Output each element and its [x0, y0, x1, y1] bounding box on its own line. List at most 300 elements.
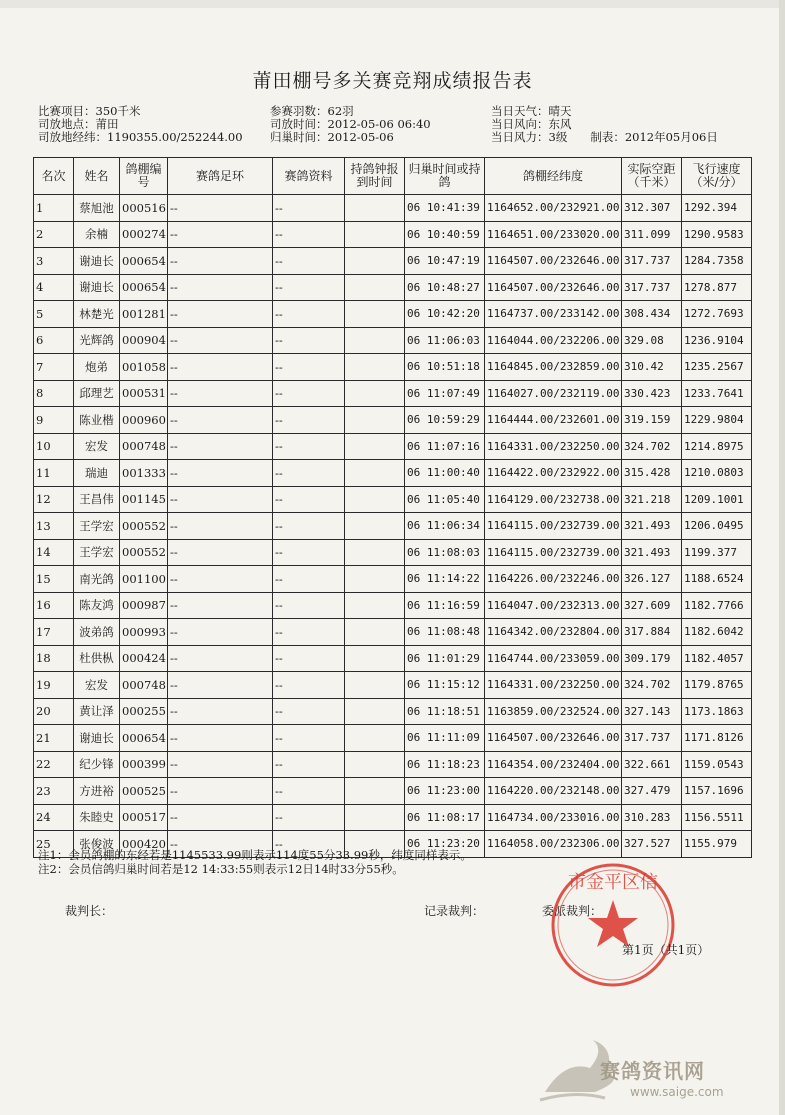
cell-return-time: 06 10:42:20 [405, 301, 485, 328]
cell-name: 宏发 [74, 672, 120, 699]
cell-name: 王学宏 [74, 539, 120, 566]
cell-distance: 308.434 [622, 301, 682, 328]
cell-clock-time [345, 195, 405, 222]
cell-pigeon-info: -- [273, 513, 345, 540]
cell-clock-time [345, 248, 405, 275]
header-speed: 飞行速度（米/分） [682, 158, 752, 195]
header-return-time: 归巢时间或持鸽 [405, 158, 485, 195]
cell-name: 王学宏 [74, 513, 120, 540]
cell-ring: -- [168, 751, 273, 778]
table-row [34, 751, 752, 778]
cell-return-time: 06 11:16:59 [405, 592, 485, 619]
cell-coordinates: 1164422.00/232922.00 [485, 460, 622, 487]
cell-speed: 1292.394 [682, 195, 752, 222]
cell-return-time: 06 11:08:48 [405, 619, 485, 646]
cell-distance: 329.08 [622, 327, 682, 354]
cell-loft-id: 000552 [120, 513, 168, 540]
cell-ring: -- [168, 274, 273, 301]
table-row [34, 460, 752, 487]
cell-rank: 1 [34, 195, 74, 222]
cell-clock-time [345, 619, 405, 646]
note-2: 注2：会员信鸽归巢时间若是12 14:33:55则表示12日14时33分55秒。 [38, 862, 404, 876]
cell-return-time: 06 11:18:51 [405, 698, 485, 725]
table-row [34, 274, 752, 301]
cell-ring: -- [168, 486, 273, 513]
cell-ring: -- [168, 380, 273, 407]
cell-speed: 1209.1001 [682, 486, 752, 513]
cell-ring: -- [168, 831, 273, 858]
table-row [34, 672, 752, 699]
cell-loft-id: 000748 [120, 672, 168, 699]
cell-clock-time [345, 301, 405, 328]
cell-pigeon-info: -- [273, 486, 345, 513]
cell-loft-id: 000552 [120, 539, 168, 566]
results-table [33, 157, 752, 858]
cell-distance: 319.159 [622, 407, 682, 434]
cell-return-time: 06 11:01:29 [405, 645, 485, 672]
cell-coordinates: 1164444.00/232601.00 [485, 407, 622, 434]
cell-clock-time [345, 725, 405, 752]
meta-middle [270, 105, 431, 144]
wind-force-and-date: 当日风力：3级 制表：2012年05月06日 [491, 130, 718, 144]
recording-judge-label: 记录裁判： [424, 904, 485, 918]
cell-return-time: 06 10:51:18 [405, 354, 485, 381]
cell-clock-time [345, 513, 405, 540]
table-row [34, 592, 752, 619]
cell-distance: 322.661 [622, 751, 682, 778]
cell-speed: 1157.1696 [682, 778, 752, 805]
watermark-text: 赛鸽资讯网 [600, 1059, 705, 1083]
cell-return-time: 06 11:07:49 [405, 380, 485, 407]
cell-coordinates: 1164507.00/232646.00 [485, 248, 622, 275]
cell-return-time: 06 11:11:09 [405, 725, 485, 752]
cell-coordinates: 1164507.00/232646.00 [485, 274, 622, 301]
header-distance: 实际空距（千米） [622, 158, 682, 195]
cell-clock-time [345, 460, 405, 487]
cell-coordinates: 1164737.00/233142.00 [485, 301, 622, 328]
cell-distance: 330.423 [622, 380, 682, 407]
cell-speed: 1233.7641 [682, 380, 752, 407]
race-item: 比赛项目：350千米 [38, 104, 141, 118]
table-row [34, 301, 752, 328]
cell-loft-id: 001100 [120, 566, 168, 593]
cell-rank: 7 [34, 354, 74, 381]
cell-pigeon-info: -- [273, 380, 345, 407]
cell-loft-id: 000274 [120, 221, 168, 248]
cell-name: 黄让泽 [74, 698, 120, 725]
table-row [34, 619, 752, 646]
cell-name: 谢迪长 [74, 274, 120, 301]
cell-ring: -- [168, 221, 273, 248]
header-rank: 名次 [34, 158, 74, 195]
cell-pigeon-info: -- [273, 195, 345, 222]
cell-coordinates: 1164652.00/232921.00 [485, 195, 622, 222]
cell-name: 朱睦史 [74, 804, 120, 831]
page-number: 第1页（共1页） [622, 943, 710, 957]
table-row [34, 407, 752, 434]
table-row [34, 248, 752, 275]
cell-clock-time [345, 221, 405, 248]
cell-pigeon-info: -- [273, 248, 345, 275]
cell-pigeon-info: -- [273, 619, 345, 646]
cell-name: 蔡旭池 [74, 195, 120, 222]
cell-pigeon-info: -- [273, 539, 345, 566]
cell-ring: -- [168, 592, 273, 619]
cell-return-time: 06 11:05:40 [405, 486, 485, 513]
cell-ring: -- [168, 195, 273, 222]
cell-ring: -- [168, 354, 273, 381]
cell-loft-id: 000424 [120, 645, 168, 672]
cell-distance: 321.218 [622, 486, 682, 513]
cell-speed: 1156.5511 [682, 804, 752, 831]
cell-rank: 19 [34, 672, 74, 699]
cell-speed: 1182.4057 [682, 645, 752, 672]
cell-distance: 310.283 [622, 804, 682, 831]
cell-return-time: 06 11:15:12 [405, 672, 485, 699]
cell-name: 王昌伟 [74, 486, 120, 513]
cell-pigeon-info: -- [273, 831, 345, 858]
table-row [34, 327, 752, 354]
cell-coordinates: 1164044.00/232206.00 [485, 327, 622, 354]
wind-direction: 当日风向：东风 [491, 117, 572, 131]
return-date: 归巢时间：2012-05-06 [270, 130, 394, 144]
cell-pigeon-info: -- [273, 778, 345, 805]
cell-ring: -- [168, 513, 273, 540]
cell-coordinates: 1164058.00/232306.00 [485, 831, 622, 858]
cell-rank: 6 [34, 327, 74, 354]
cell-clock-time [345, 486, 405, 513]
cell-name: 林楚光 [74, 301, 120, 328]
weather: 当日天气：晴天 [491, 104, 572, 118]
cell-pigeon-info: -- [273, 592, 345, 619]
cell-loft-id: 000987 [120, 592, 168, 619]
table-row [34, 778, 752, 805]
cell-name: 光辉鸽 [74, 327, 120, 354]
cell-name: 瑞迪 [74, 460, 120, 487]
cell-clock-time [345, 592, 405, 619]
cell-speed: 1206.0495 [682, 513, 752, 540]
cell-coordinates: 1164226.00/232246.00 [485, 566, 622, 593]
cell-distance: 311.099 [622, 221, 682, 248]
results-body [34, 195, 752, 858]
cell-clock-time [345, 327, 405, 354]
cell-distance: 324.702 [622, 433, 682, 460]
cell-rank: 8 [34, 380, 74, 407]
cell-name: 杜供枞 [74, 645, 120, 672]
cell-pigeon-info: -- [273, 645, 345, 672]
cell-distance: 317.737 [622, 725, 682, 752]
report-title: 莆田棚号多关赛竞翔成绩报告表 [252, 70, 533, 92]
cell-clock-time [345, 751, 405, 778]
page-edge [779, 0, 785, 1115]
cell-rank: 11 [34, 460, 74, 487]
cell-coordinates: 1164047.00/232313.00 [485, 592, 622, 619]
cell-loft-id: 000993 [120, 619, 168, 646]
cell-speed: 1278.877 [682, 274, 752, 301]
table-row [34, 645, 752, 672]
cell-loft-id: 000420 [120, 831, 168, 858]
cell-rank: 16 [34, 592, 74, 619]
cell-distance: 310.42 [622, 354, 682, 381]
cell-speed: 1188.6524 [682, 566, 752, 593]
cell-rank: 5 [34, 301, 74, 328]
table-row [34, 725, 752, 752]
watermark-url: www.saige.com [630, 1085, 724, 1099]
cell-name: 张俊波 [74, 831, 120, 858]
cell-rank: 17 [34, 619, 74, 646]
table-row [34, 698, 752, 725]
cell-loft-id: 000517 [120, 804, 168, 831]
cell-speed: 1284.7358 [682, 248, 752, 275]
table-row [34, 486, 752, 513]
cell-distance: 317.737 [622, 274, 682, 301]
cell-ring: -- [168, 301, 273, 328]
cell-name: 南光鸽 [74, 566, 120, 593]
cell-coordinates: 1164331.00/232250.00 [485, 433, 622, 460]
cell-rank: 21 [34, 725, 74, 752]
cell-coordinates: 1164115.00/232739.00 [485, 539, 622, 566]
cell-clock-time [345, 698, 405, 725]
cell-distance: 324.702 [622, 672, 682, 699]
cell-pigeon-info: -- [273, 433, 345, 460]
cell-pigeon-info: -- [273, 460, 345, 487]
cell-clock-time [345, 539, 405, 566]
header-clock-time: 持鸽钟报到时间 [345, 158, 405, 195]
cell-distance: 309.179 [622, 645, 682, 672]
table-row [34, 566, 752, 593]
cell-coordinates: 1164115.00/232739.00 [485, 513, 622, 540]
cell-loft-id: 000748 [120, 433, 168, 460]
cell-distance: 327.609 [622, 592, 682, 619]
cell-pigeon-info: -- [273, 327, 345, 354]
cell-coordinates: 1164129.00/232738.00 [485, 486, 622, 513]
cell-name: 陈友鸿 [74, 592, 120, 619]
cell-distance: 326.127 [622, 566, 682, 593]
cell-loft-id: 000654 [120, 725, 168, 752]
cell-coordinates: 1164744.00/233059.00 [485, 645, 622, 672]
cell-rank: 10 [34, 433, 74, 460]
cell-speed: 1235.2567 [682, 354, 752, 381]
page-edge [0, 0, 785, 8]
cell-coordinates: 1164651.00/233020.00 [485, 221, 622, 248]
cell-return-time: 06 11:23:00 [405, 778, 485, 805]
release-location: 司放地点：莆田 [38, 117, 119, 131]
release-time: 司放时间：2012-05-06 06:40 [270, 117, 431, 131]
cell-speed: 1182.7766 [682, 592, 752, 619]
cell-clock-time [345, 804, 405, 831]
cell-speed: 1214.8975 [682, 433, 752, 460]
cell-return-time: 06 11:08:17 [405, 804, 485, 831]
cell-distance: 327.479 [622, 778, 682, 805]
cell-clock-time [345, 380, 405, 407]
cell-rank: 25 [34, 831, 74, 858]
cell-loft-id: 001145 [120, 486, 168, 513]
entry-count: 参赛羽数：62羽 [270, 104, 354, 118]
cell-coordinates: 1164220.00/232148.00 [485, 778, 622, 805]
header-name: 姓名 [74, 158, 120, 195]
cell-coordinates: 1164734.00/233016.00 [485, 804, 622, 831]
cell-name: 宏发 [74, 433, 120, 460]
note-1: 注1：会员鸽棚的东经若是1145533.99则表示114度55分33.99秒，纬度同样表示。 [38, 848, 472, 862]
cell-rank: 4 [34, 274, 74, 301]
cell-rank: 22 [34, 751, 74, 778]
cell-name: 谢迪长 [74, 248, 120, 275]
cell-loft-id: 001281 [120, 301, 168, 328]
assigned-judge-label: 委派裁判： [542, 904, 603, 918]
cell-ring: -- [168, 619, 273, 646]
cell-distance: 321.493 [622, 539, 682, 566]
cell-return-time: 06 11:07:16 [405, 433, 485, 460]
cell-pigeon-info: -- [273, 407, 345, 434]
cell-rank: 14 [34, 539, 74, 566]
release-coordinates: 司放地经纬：1190355.00/252244.00 [38, 130, 243, 144]
cell-return-time: 06 10:41:39 [405, 195, 485, 222]
official-seal-icon [548, 860, 678, 990]
cell-ring: -- [168, 566, 273, 593]
cell-speed: 1199.377 [682, 539, 752, 566]
cell-speed: 1272.7693 [682, 301, 752, 328]
cell-loft-id: 000255 [120, 698, 168, 725]
cell-speed: 1179.8765 [682, 672, 752, 699]
meta-left [38, 105, 243, 144]
cell-rank: 12 [34, 486, 74, 513]
cell-rank: 2 [34, 221, 74, 248]
cell-distance: 317.737 [622, 248, 682, 275]
chief-judge-label: 裁判长： [65, 904, 114, 918]
cell-ring: -- [168, 698, 273, 725]
cell-clock-time [345, 778, 405, 805]
cell-clock-time [345, 274, 405, 301]
cell-speed: 1173.1863 [682, 698, 752, 725]
cell-return-time: 06 10:59:29 [405, 407, 485, 434]
cell-pigeon-info: -- [273, 804, 345, 831]
table-row [34, 433, 752, 460]
cell-pigeon-info: -- [273, 672, 345, 699]
cell-pigeon-info: -- [273, 725, 345, 752]
cell-loft-id: 001333 [120, 460, 168, 487]
cell-pigeon-info: -- [273, 354, 345, 381]
cell-name: 纪少锋 [74, 751, 120, 778]
cell-ring: -- [168, 460, 273, 487]
table-row [34, 804, 752, 831]
seal-text: 市金平区信 [568, 872, 658, 893]
cell-return-time: 06 10:47:19 [405, 248, 485, 275]
cell-loft-id: 001058 [120, 354, 168, 381]
cell-ring: -- [168, 248, 273, 275]
cell-rank: 20 [34, 698, 74, 725]
cell-speed: 1171.8126 [682, 725, 752, 752]
cell-clock-time [345, 672, 405, 699]
cell-coordinates: 1164507.00/232646.00 [485, 725, 622, 752]
cell-loft-id: 000399 [120, 751, 168, 778]
cell-speed: 1155.979 [682, 831, 752, 858]
cell-ring: -- [168, 778, 273, 805]
cell-clock-time [345, 433, 405, 460]
cell-loft-id: 000960 [120, 407, 168, 434]
table-header-row [34, 158, 752, 195]
cell-rank: 9 [34, 407, 74, 434]
cell-coordinates: 1164331.00/232250.00 [485, 672, 622, 699]
cell-speed: 1182.6042 [682, 619, 752, 646]
cell-loft-id: 000531 [120, 380, 168, 407]
notes [38, 848, 472, 876]
cell-ring: -- [168, 433, 273, 460]
table-row [34, 513, 752, 540]
cell-distance: 312.307 [622, 195, 682, 222]
cell-ring: -- [168, 539, 273, 566]
cell-ring: -- [168, 804, 273, 831]
cell-speed: 1210.0803 [682, 460, 752, 487]
cell-rank: 13 [34, 513, 74, 540]
cell-rank: 24 [34, 804, 74, 831]
cell-speed: 1229.9804 [682, 407, 752, 434]
cell-pigeon-info: -- [273, 301, 345, 328]
cell-name: 方进裕 [74, 778, 120, 805]
table-row [34, 195, 752, 222]
cell-ring: -- [168, 672, 273, 699]
cell-loft-id: 000654 [120, 248, 168, 275]
cell-return-time: 06 11:23:20 [405, 831, 485, 858]
cell-return-time: 06 11:00:40 [405, 460, 485, 487]
cell-rank: 23 [34, 778, 74, 805]
cell-coordinates: 1164027.00/232119.00 [485, 380, 622, 407]
cell-return-time: 06 11:06:03 [405, 327, 485, 354]
cell-clock-time [345, 407, 405, 434]
cell-pigeon-info: -- [273, 274, 345, 301]
table-row [34, 539, 752, 566]
cell-loft-id: 000516 [120, 195, 168, 222]
table-row [34, 354, 752, 381]
cell-name: 邱理艺 [74, 380, 120, 407]
header-loft-id: 鸽棚编号 [120, 158, 168, 195]
cell-return-time: 06 11:06:34 [405, 513, 485, 540]
cell-name: 余楠 [74, 221, 120, 248]
cell-loft-id: 000904 [120, 327, 168, 354]
cell-pigeon-info: -- [273, 566, 345, 593]
cell-return-time: 06 11:14:22 [405, 566, 485, 593]
table-row [34, 380, 752, 407]
cell-speed: 1159.0543 [682, 751, 752, 778]
cell-name: 谢迪长 [74, 725, 120, 752]
meta-right [491, 105, 718, 144]
table-row [34, 221, 752, 248]
cell-distance: 315.428 [622, 460, 682, 487]
cell-ring: -- [168, 725, 273, 752]
cell-name: 炮弟 [74, 354, 120, 381]
cell-distance: 321.493 [622, 513, 682, 540]
cell-rank: 15 [34, 566, 74, 593]
cell-return-time: 06 11:08:03 [405, 539, 485, 566]
cell-loft-id: 000525 [120, 778, 168, 805]
cell-ring: -- [168, 327, 273, 354]
cell-pigeon-info: -- [273, 698, 345, 725]
cell-coordinates: 1163859.00/232524.00 [485, 698, 622, 725]
cell-ring: -- [168, 407, 273, 434]
cell-rank: 3 [34, 248, 74, 275]
cell-pigeon-info: -- [273, 221, 345, 248]
cell-name: 波弟鸽 [74, 619, 120, 646]
cell-coordinates: 1164845.00/232859.00 [485, 354, 622, 381]
cell-coordinates: 1164342.00/232804.00 [485, 619, 622, 646]
header-coordinates: 鸽棚经纬度 [485, 158, 622, 195]
cell-ring: -- [168, 645, 273, 672]
cell-speed: 1290.9583 [682, 221, 752, 248]
cell-return-time: 06 10:40:59 [405, 221, 485, 248]
cell-coordinates: 1164354.00/232404.00 [485, 751, 622, 778]
cell-clock-time [345, 354, 405, 381]
cell-clock-time [345, 645, 405, 672]
header-ring: 赛鸽足环 [168, 158, 273, 195]
